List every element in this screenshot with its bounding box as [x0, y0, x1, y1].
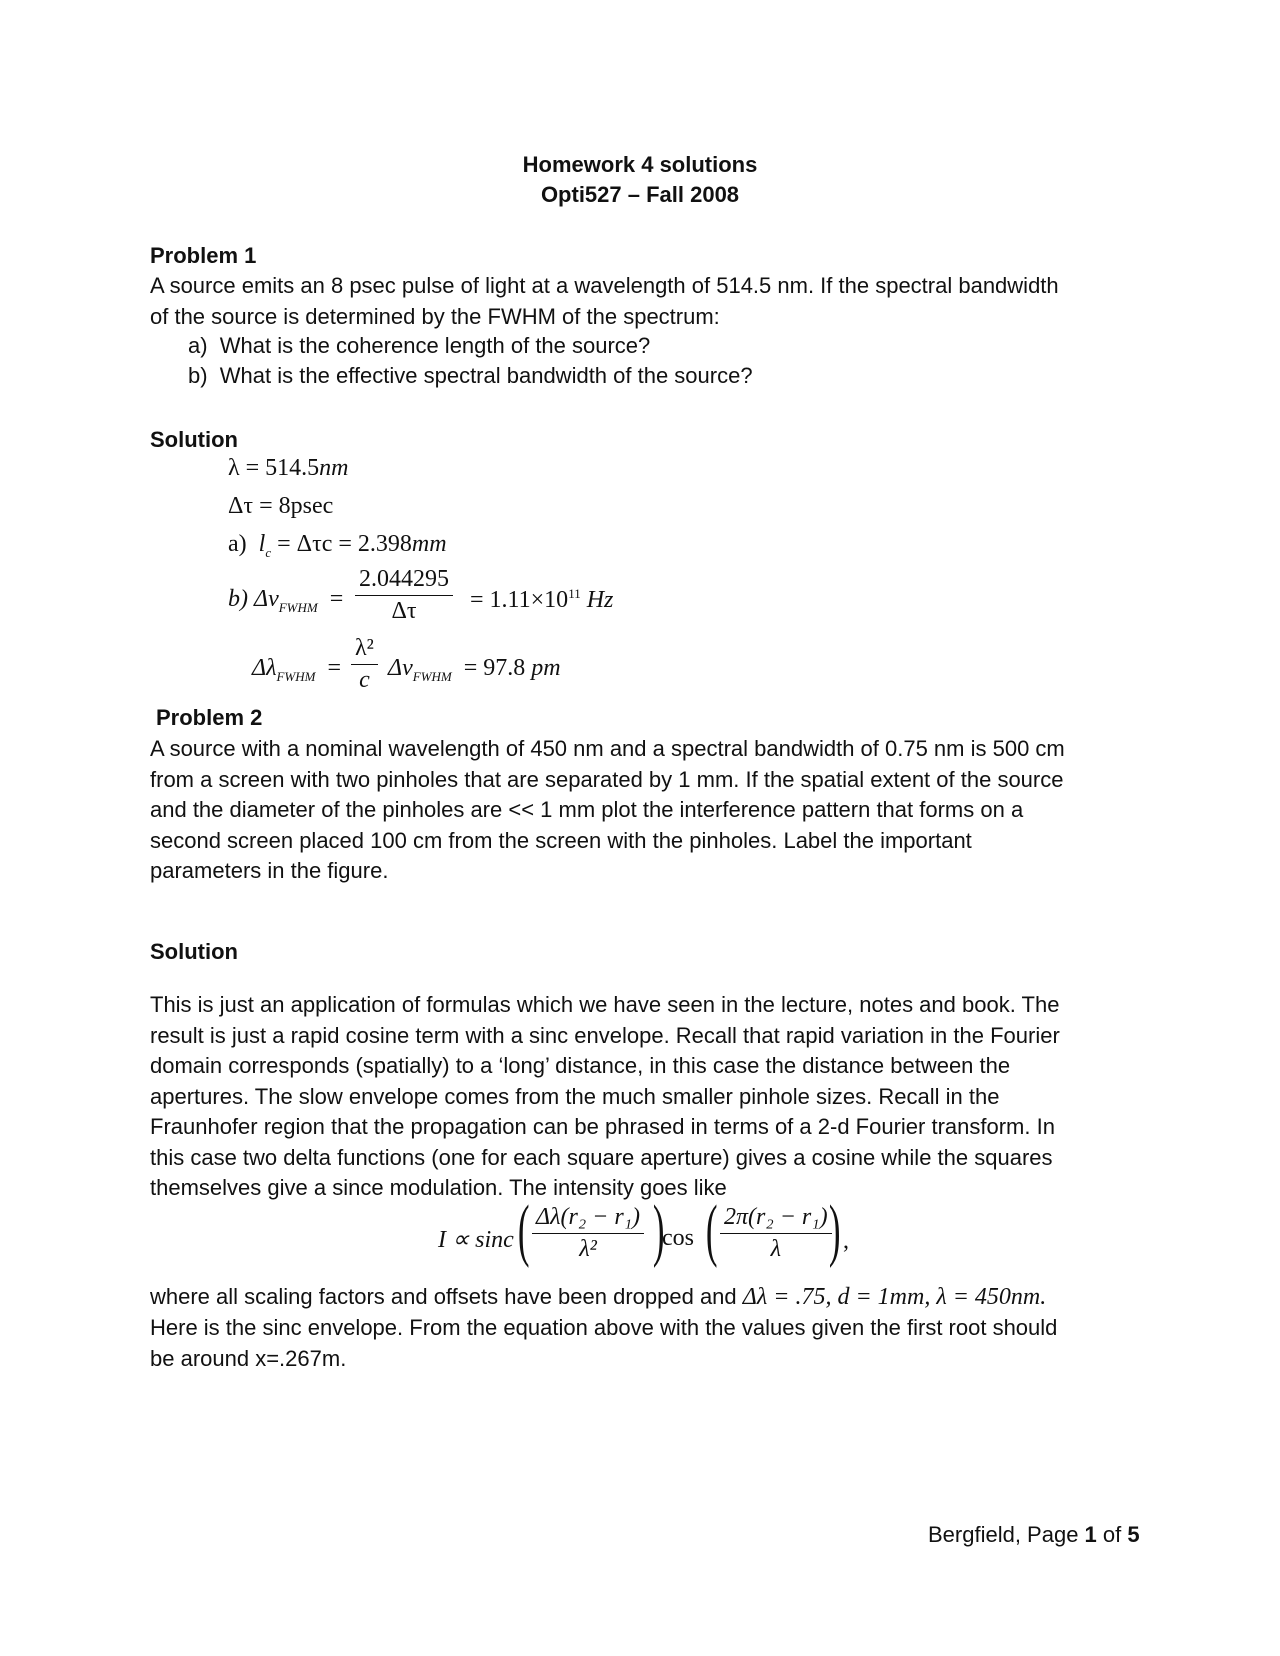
after-text	[150, 1313, 1130, 1374]
formula-num-2: 2π(r₂ − r₁)	[720, 1204, 832, 1234]
where-line	[150, 1282, 1046, 1312]
list-marker: b)	[188, 363, 208, 388]
eq-b-exp: 11	[568, 586, 581, 601]
problem1-solution-heading: Solution	[150, 427, 238, 452]
eq-b-result: = 1.11×10	[470, 587, 569, 613]
problem2-text	[150, 734, 1130, 887]
eq-b-fraction	[355, 566, 453, 625]
solution-line: apertures. The slow envelope comes from the much smaller pinhole sizes. Recall in the	[150, 1083, 1000, 1109]
problem1-line: A source emits an 8 psec pulse of light at a wavelength of 514.5 nm. If the spectral bandwidth	[150, 273, 1059, 298]
eq-a-var: l	[258, 531, 266, 557]
eq-c-eq: =	[327, 655, 342, 681]
formula-fraction-2	[720, 1204, 832, 1263]
eq-b-denominator: Δτ	[391, 598, 417, 624]
page-footer	[928, 1520, 1140, 1550]
eq-c-mid: Δν	[388, 655, 413, 681]
eq-bandwidth-rhs	[470, 586, 613, 614]
eq-b-sub: FWHM	[278, 599, 318, 615]
formula-paren-left-1: (	[517, 1192, 530, 1269]
eq-b-unit: Hz	[586, 587, 614, 613]
eq-a-unit: mm	[411, 531, 447, 557]
list-marker: a)	[188, 333, 208, 358]
eq-c-fraction	[351, 635, 378, 694]
problem2-solution-heading: Solution	[150, 939, 238, 964]
formula-cos: cos	[662, 1225, 694, 1251]
eq-delta-lambda-rhs	[388, 655, 561, 685]
formula-paren-right-2: )	[828, 1192, 841, 1269]
footer-prefix: Bergfield, Page	[928, 1522, 1085, 1547]
eq-b-label: b) Δν	[228, 586, 279, 612]
eq-c-var: Δλ	[252, 655, 277, 681]
problem1-heading: Problem 1	[150, 243, 257, 268]
problem2-line: second screen placed 100 cm from the screen with the pinholes. Label the important	[150, 827, 972, 853]
formula-den-2: λ	[770, 1236, 781, 1262]
formula-den-1: λ²	[579, 1236, 597, 1262]
after-line: be around x=.267m.	[150, 1345, 347, 1371]
eq-c-denominator: c	[359, 667, 370, 693]
formula-lhs	[438, 1225, 514, 1254]
eq-lambda	[228, 455, 349, 482]
where-math: Δλ = .75, d = 1mm, λ = 450nm.	[742, 1284, 1047, 1310]
eq-delta-lambda-lhs	[252, 655, 341, 685]
formula-end: ,	[843, 1228, 849, 1254]
list-item	[188, 331, 753, 361]
eq-a-label: a)	[228, 531, 247, 557]
footer-page-total: 5	[1127, 1522, 1140, 1547]
footer-page-number: 1	[1084, 1522, 1097, 1547]
formula-paren-left-2: (	[705, 1192, 718, 1269]
problem1-text	[150, 271, 1130, 332]
problem1-line: of the source is determined by the FWHM of the spectrum:	[150, 303, 720, 329]
problem1-list	[188, 331, 753, 391]
after-line: Here is the sinc envelope. From the equation above with the values given the first root should	[150, 1315, 1058, 1340]
eq-a-sub: c	[265, 544, 272, 560]
course-subtitle: Opti527 – Fall 2008	[540, 182, 740, 207]
eq-coherence-length	[228, 531, 447, 561]
eq-b-numerator: 2.044295	[355, 566, 453, 596]
solution-line: this case two delta functions (one for each square aperture) gives a cosine while the squares	[150, 1144, 1053, 1170]
eq-bandwidth-lhs	[228, 586, 343, 616]
formula-lhs-text: I ∝ sinc	[438, 1227, 514, 1253]
eq-c-numerator: λ²	[351, 635, 378, 665]
eq-tau: Δτ = 8psec	[228, 493, 334, 519]
eq-c-unit: pm	[531, 655, 561, 681]
where-text: where all scaling factors and offsets have been dropped and	[150, 1284, 737, 1309]
eq-lambda-value: λ = 514.5	[228, 455, 320, 481]
list-text: What is the effective spectral bandwidth of the source?	[219, 363, 753, 388]
problem2-heading: Problem 2	[156, 705, 263, 730]
problem2-line: and the diameter of the pinholes are << 1 mm plot the interference pattern that forms on a	[150, 797, 1024, 822]
solution-line: Fraunhofer region that the propagation can be phrased in terms of a 2-d Fourier transform. In	[150, 1114, 1055, 1139]
problem2-line: A source with a nominal wavelength of 450 nm and a spectral bandwidth of 0.75 nm is 500 cm	[150, 736, 1065, 761]
eq-c-mid-sub: FWHM	[412, 668, 452, 684]
problem2-line: parameters in the figure.	[150, 858, 389, 883]
list-item	[188, 361, 753, 391]
formula-num-1: Δλ(r₂ − r₁)	[532, 1204, 644, 1234]
eq-lambda-unit: nm	[319, 455, 349, 481]
document-title: Homework 4 solutions	[522, 152, 758, 177]
eq-a-rest: = Δτc = 2.398	[277, 531, 412, 557]
eq-b-eq: =	[329, 586, 344, 612]
problem2-line: from a screen with two pinholes that are separated by 1 mm. If the spatial extent of the source	[150, 766, 1064, 792]
list-text: What is the coherence length of the source?	[219, 333, 651, 358]
eq-c-sub: FWHM	[276, 668, 316, 684]
formula-fraction-1	[532, 1204, 644, 1263]
eq-c-result: = 97.8	[463, 655, 526, 681]
solution-line: domain corresponds (spatially) to a ‘long’ distance, in this case the distance between the	[150, 1053, 1011, 1078]
solution-line: themselves give a since modulation. The intensity goes like	[150, 1175, 727, 1200]
solution-line: result is just a rapid cosine term with a sinc envelope. Recall that rapid variation in the Fourier	[150, 1022, 1060, 1048]
footer-of: of	[1096, 1522, 1128, 1547]
formula-paren-right-1: )	[652, 1192, 665, 1269]
problem2-solution-text	[150, 990, 1130, 1204]
solution-line: This is just an application of formulas which we have seen in the lecture, notes and book. The	[150, 992, 1060, 1017]
